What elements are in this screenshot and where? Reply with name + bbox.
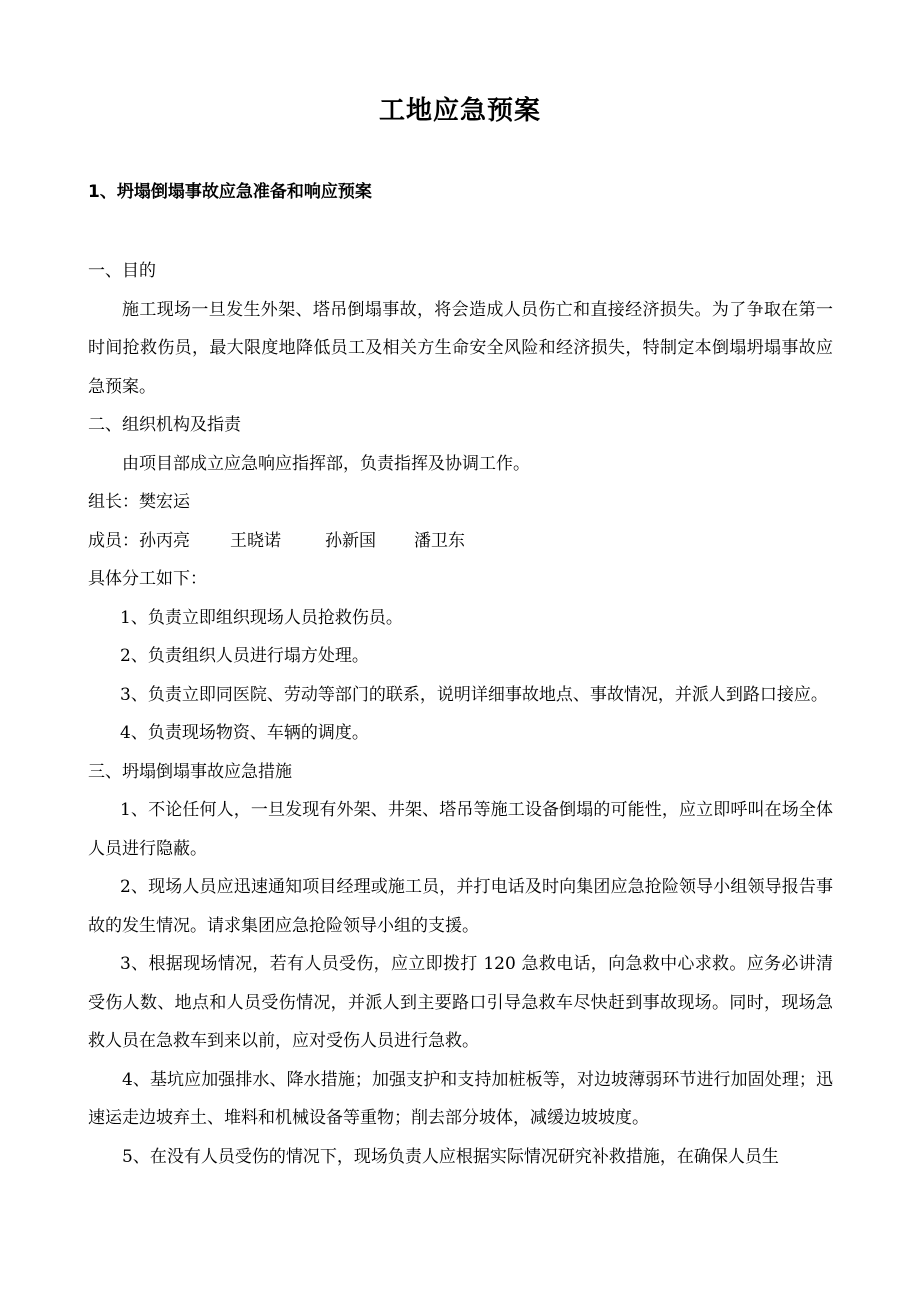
section-subtitle: 1、坍塌倒塌事故应急准备和响应预案 <box>88 182 372 202</box>
duty-item: 2、负责组织人员进行塌方处理。 <box>120 646 369 666</box>
section-heading-purpose: 一、目的 <box>88 261 156 281</box>
duty-item: 4、负责现场物资、车辆的调度。 <box>120 723 369 743</box>
section-heading-measures: 三、坍塌倒塌事故应急措施 <box>88 761 292 782</box>
measure-item: 3、根据现场情况，若有人员受伤，应立即拨打 120 急救电话，向急救中心求救。应务必讲清受伤人数、地点和人员受伤情况，并派人到主要路口引导急救车尽快赶到事故现场。同时，现场急救人员在急救车到来以前，应对受伤人员进行急救。 <box>88 954 833 1051</box>
member-label: 成员：孙丙亮 <box>88 530 190 551</box>
section-heading-organization: 二、组织机构及指责 <box>88 415 241 435</box>
member-name: 孙新国 <box>325 530 376 551</box>
measure-item: 2、现场人员应迅速通知项目经理或施工员，并打电话及时向集团应急抢险领导小组领导报告事故的发生情况。请求集团应急抢险领导小组的支援。 <box>88 877 833 936</box>
measure-item: 4、基坑应加强排水、降水措施；加强支护和支持加桩板等，对边坡薄弱环节进行加固处理；迅速运走边坡弃土、堆料和机械设备等重物；削去部分坡体，减缓边坡坡度。 <box>88 1069 833 1128</box>
member-name: 王晓诺 <box>230 530 281 551</box>
purpose-paragraph: 施工现场一旦发生外架、塔吊倒塌事故，将会造成人员伤亡和直接经济损失。为了争取在第一时间抢救伤员，最大限度地降低员工及相关方生命安全风险和经济损失，特制定本倒塌坍塌事故应急预案。 <box>88 299 833 397</box>
document-body <box>88 252 833 1176</box>
measure-item: 5、在没有人员受伤的情况下，现场负责人应根据实际情况研究补救措施，在确保人员生 <box>122 1146 779 1167</box>
team-leader: 组长：樊宏运 <box>88 492 190 512</box>
member-name: 潘卫东 <box>414 530 465 551</box>
duty-item: 1、负责立即组织现场人员抢救伤员。 <box>120 607 403 628</box>
duty-item: 3、负责立即同医院、劳动等部门的联系，说明详细事故地点、事故情况，并派人到路口接应。 <box>120 684 828 705</box>
organization-paragraph: 由项目部成立应急响应指挥部，负责指挥及协调工作。 <box>122 453 530 474</box>
division-heading: 具体分工如下： <box>88 569 207 589</box>
document-title: 工地应急预案 <box>378 96 541 126</box>
measure-item: 1、不论任何人，一旦发现有外架、井架、塔吊等施工设备倒塌的可能性，应立即呼叫在场全体人员进行隐蔽。 <box>88 800 833 859</box>
team-members <box>88 522 833 561</box>
